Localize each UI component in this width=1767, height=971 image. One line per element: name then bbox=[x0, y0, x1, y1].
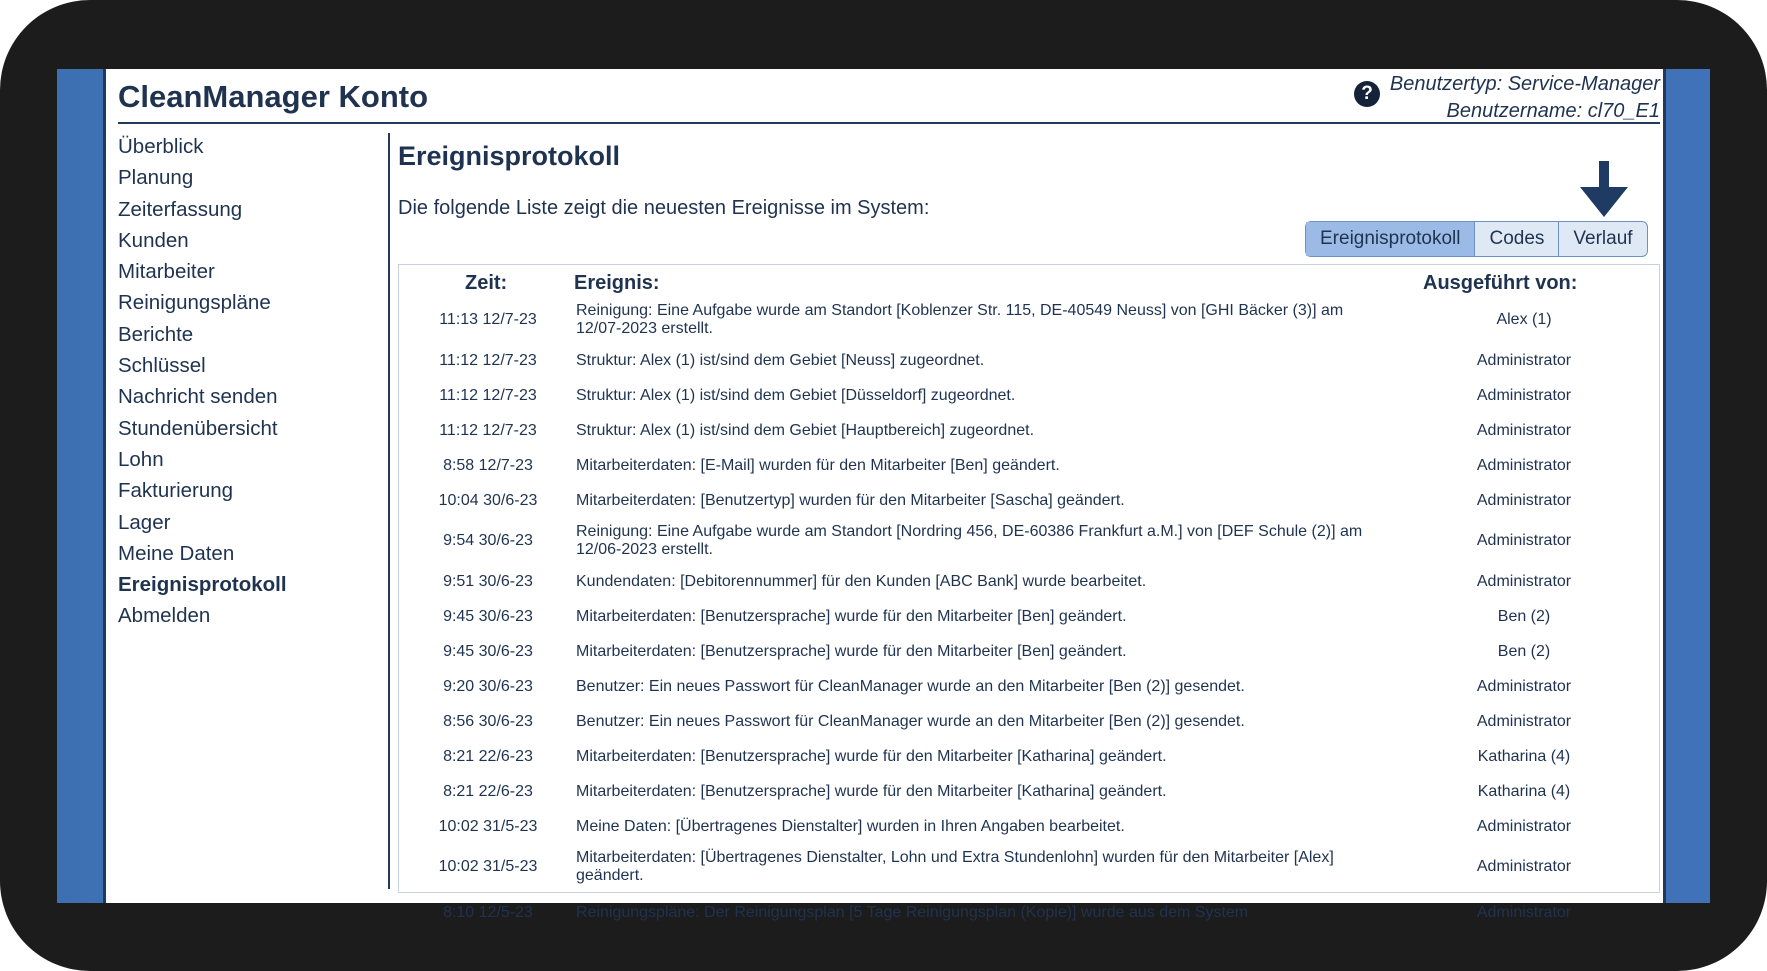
cell-event: Reinigungspläne: Der Reinigungsplan [5 Tage Reinigungsplan (Kopie)] wurde aus dem System bbox=[576, 904, 1249, 921]
cell-event: Mitarbeiterdaten: [E-Mail] wurden für den Mitarbeiter [Ben] geändert. bbox=[576, 456, 1060, 474]
sidebar-item-berichte[interactable]: Berichte bbox=[118, 322, 194, 346]
cell-executed-by: Administrator bbox=[1476, 712, 1572, 730]
cell-event: Mitarbeiterdaten: [Übertragenes Dienstalter, Lohn und Extra Stundenlohn] wurden für den Mitarbeiter [Alex] geändert. bbox=[576, 849, 1334, 884]
sidebar-item-fakturierung[interactable]: Fakturierung bbox=[118, 479, 234, 503]
cell-event: Meine Daten: [Übertragenes Dienstalter] wurden in Ihren Angaben bearbeitet. bbox=[576, 817, 1125, 835]
cell-time: 11:12 12/7-23 bbox=[439, 351, 537, 369]
table-row bbox=[399, 774, 1659, 809]
table-row bbox=[399, 669, 1659, 704]
column-header-event: Ereignis: bbox=[574, 272, 660, 294]
cell-event: Struktur: Alex (1) ist/sind dem Gebiet [Neuss] zugeordnet. bbox=[576, 351, 985, 369]
cell-event: Mitarbeiterdaten: [Benutzertyp] wurden für den Mitarbeiter [Sascha] geändert. bbox=[576, 491, 1125, 509]
cell-executed-by: Administrator bbox=[1476, 904, 1572, 921]
cell-event: Struktur: Alex (1) ist/sind dem Gebiet [Hauptbereich] zugeordnet. bbox=[576, 421, 1035, 439]
cell-event: Mitarbeiterdaten: [Benutzersprache] wurde für den Mitarbeiter [Katharina] geändert. bbox=[576, 747, 1167, 765]
cell-executed-by: Administrator bbox=[1476, 817, 1572, 835]
cell-executed-by: Administrator bbox=[1476, 491, 1572, 509]
sidebar-divider bbox=[388, 133, 390, 889]
user-name: Benutzername: cl70_E1 bbox=[1446, 100, 1660, 122]
table-row bbox=[399, 378, 1659, 413]
cell-executed-by: Alex (1) bbox=[1496, 311, 1552, 328]
table-row bbox=[399, 413, 1659, 448]
sidebar-item-kunden[interactable]: Kunden bbox=[118, 228, 189, 252]
cell-time: 8:21 22/6-23 bbox=[443, 747, 533, 765]
cell-event: Struktur: Alex (1) ist/sind dem Gebiet [Düsseldorf] zugeordnet. bbox=[576, 386, 1016, 404]
cell-time: 10:02 31/5-23 bbox=[438, 817, 538, 835]
cell-executed-by: Administrator bbox=[1476, 858, 1572, 875]
cell-time: 8:56 30/6-23 bbox=[443, 712, 533, 730]
cell-time: 8:21 22/6-23 bbox=[443, 782, 533, 800]
cell-event: Benutzer: Ein neues Passwort für CleanManager wurde an den Mitarbeiter [Ben (2)] gesendet. bbox=[576, 677, 1245, 695]
cell-executed-by: Administrator bbox=[1476, 351, 1572, 369]
cell-time: 9:45 30/6-23 bbox=[443, 642, 533, 660]
table-row bbox=[399, 844, 1659, 890]
app-title: CleanManager Konto bbox=[118, 79, 429, 114]
column-header-time: Zeit: bbox=[465, 272, 508, 294]
page-title: Ereignisprotokoll bbox=[398, 141, 621, 171]
app-header bbox=[118, 69, 1660, 124]
cell-executed-by: Ben (2) bbox=[1497, 607, 1551, 625]
table-body bbox=[399, 297, 1659, 936]
tab-codes[interactable]: Codes bbox=[1475, 222, 1559, 256]
sidebar-item-stundenuebersicht[interactable]: Stundenübersicht bbox=[118, 416, 278, 440]
sidebar-item-schluessel[interactable]: Schlüssel bbox=[118, 354, 206, 378]
column-header-by: Ausgeführt von: bbox=[1423, 272, 1578, 294]
table-row bbox=[399, 343, 1659, 378]
table-row bbox=[399, 634, 1659, 669]
table-row bbox=[399, 518, 1659, 564]
table-row bbox=[399, 739, 1659, 774]
sidebar-item-lager[interactable]: Lager bbox=[118, 510, 171, 534]
event-log-table bbox=[398, 264, 1660, 921]
cell-executed-by: Administrator bbox=[1476, 677, 1572, 695]
desktop-background bbox=[57, 69, 1710, 921]
user-type: Benutzertyp: Service-Manager bbox=[1389, 73, 1660, 95]
user-info bbox=[1390, 71, 1660, 125]
sidebar-item-zeiterfassung[interactable]: Zeiterfassung bbox=[118, 197, 243, 221]
cell-time: 8:58 12/7-23 bbox=[443, 456, 533, 474]
cell-event: Benutzer: Ein neues Passwort für CleanManager wurde an den Mitarbeiter [Ben (2)] gesendet. bbox=[576, 712, 1245, 730]
cell-time: 9:51 30/6-23 bbox=[443, 572, 533, 590]
cell-executed-by: Katharina (4) bbox=[1477, 747, 1571, 765]
page-subtitle: Die folgende Liste zeigt die neuesten Ereignisse im System: bbox=[398, 197, 930, 219]
cell-event: Mitarbeiterdaten: [Benutzersprache] wurde für den Mitarbeiter [Ben] geändert. bbox=[576, 642, 1127, 660]
cell-executed-by: Ben (2) bbox=[1497, 642, 1551, 660]
cell-time: 10:02 31/5-23 bbox=[438, 858, 538, 875]
cell-executed-by: Katharina (4) bbox=[1477, 782, 1571, 800]
table-row bbox=[399, 297, 1659, 343]
table-row bbox=[399, 448, 1659, 483]
sidebar-item-nachricht-senden[interactable]: Nachricht senden bbox=[118, 385, 278, 409]
sidebar-item-ueberblick[interactable]: Überblick bbox=[118, 135, 204, 158]
table-row bbox=[399, 704, 1659, 739]
tab-ereignisprotokoll[interactable]: Ereignisprotokoll bbox=[1306, 222, 1475, 256]
cell-time: 11:12 12/7-23 bbox=[439, 386, 537, 404]
cell-event: Reinigung: Eine Aufgabe wurde am Standort [Nordring 456, DE-60386 Frankfurt a.M.] von [DEF Schule (2)] am 12/06-2023 erstellt. bbox=[576, 523, 1363, 558]
cell-event: Mitarbeiterdaten: [Benutzersprache] wurde für den Mitarbeiter [Ben] geändert. bbox=[576, 607, 1127, 625]
table-row bbox=[399, 599, 1659, 634]
cell-event: Kundendaten: [Debitorennummer] für den Kunden [ABC Bank] wurde bearbeitet. bbox=[576, 572, 1147, 590]
cell-executed-by: Administrator bbox=[1476, 532, 1572, 549]
sidebar-item-abmelden[interactable]: Abmelden bbox=[118, 604, 211, 628]
cell-executed-by: Administrator bbox=[1476, 572, 1572, 590]
cell-time: 9:45 30/6-23 bbox=[443, 607, 533, 625]
cell-event: Mitarbeiterdaten: [Benutzersprache] wurde für den Mitarbeiter [Katharina] geändert. bbox=[576, 782, 1167, 800]
cell-executed-by: Administrator bbox=[1476, 386, 1572, 404]
cell-time: 10:04 30/6-23 bbox=[438, 491, 538, 509]
browser-window bbox=[103, 69, 1666, 921]
main-content bbox=[398, 133, 1660, 921]
sidebar-item-mitarbeiter[interactable]: Mitarbeiter bbox=[118, 260, 215, 284]
table-row bbox=[399, 809, 1659, 844]
table-row bbox=[399, 483, 1659, 518]
table-row bbox=[399, 890, 1659, 936]
arrow-down-icon bbox=[1578, 161, 1630, 217]
tab-bar bbox=[1305, 221, 1648, 257]
cell-executed-by: Administrator bbox=[1476, 421, 1572, 439]
cell-time: 11:13 12/7-23 bbox=[439, 311, 537, 328]
cell-time: 9:54 30/6-23 bbox=[443, 532, 533, 549]
help-icon[interactable]: ? bbox=[1354, 81, 1380, 107]
sidebar-item-meine-daten[interactable]: Meine Daten bbox=[118, 541, 235, 565]
sidebar-item-ereignisprotokoll[interactable]: Ereignisprotokoll bbox=[118, 573, 287, 597]
cell-time: 9:20 30/6-23 bbox=[443, 677, 533, 695]
table-row bbox=[399, 564, 1659, 599]
cell-time: 11:12 12/7-23 bbox=[439, 421, 537, 439]
sidebar-nav bbox=[118, 131, 378, 632]
tab-verlauf[interactable]: Verlauf bbox=[1573, 228, 1633, 249]
sidebar-item-planung[interactable]: Planung bbox=[118, 166, 194, 190]
cell-executed-by: Administrator bbox=[1476, 456, 1572, 474]
cell-time: 8:10 12/5-23 bbox=[443, 904, 533, 921]
sidebar-item-lohn[interactable]: Lohn bbox=[118, 447, 164, 471]
cell-event: Reinigung: Eine Aufgabe wurde am Standort [Koblenzer Str. 115, DE-40549 Neuss] von [GHI Bäcker (3)] am 12/07-2023 erstellt. bbox=[576, 302, 1344, 337]
sidebar-item-reinigungsplaene[interactable]: Reinigungspläne bbox=[118, 291, 271, 315]
